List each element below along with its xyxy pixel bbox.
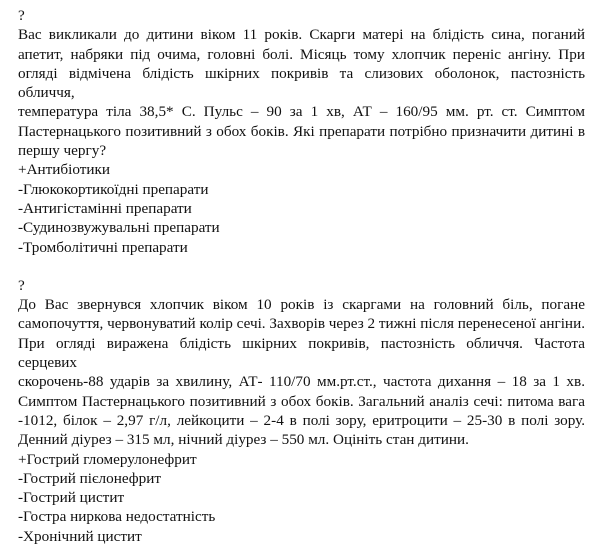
stem-line: До Вас звернувся хлопчик віком 10 років із скаргами на головний біль, погане	[18, 296, 585, 314]
question-marker: ?	[18, 276, 25, 294]
stem-line: Вас викликали до дитини віком 11 років. Скарги матері на блідість сина, поганий	[18, 26, 585, 44]
question-2	[18, 276, 585, 546]
answer-option: -Гострий цистит	[18, 489, 125, 507]
answer-option-correct: +Антибіотики	[18, 161, 111, 179]
stem-line: огляді відмічена блідість шкірних покривів та слизових оболонок, пастозність обличчя,	[18, 64, 585, 102]
stem-line: -1012, білок – 2,97 г/л, лейкоцити – 2-4 в полі зору, еритроцити – 25-30 в полі зору.	[18, 411, 585, 429]
answer-option: -Глюкокортикоїдні препарати	[18, 180, 209, 198]
answer-option-correct: +Гострий гломерулонефрит	[18, 450, 197, 468]
answer-option: -Судинозвужувальні препарати	[18, 219, 220, 237]
stem-line: апетит, набряки під очима, головні болі. Місяць тому хлопчик переніс ангіну. При	[18, 45, 585, 63]
question-marker: ?	[18, 7, 25, 24]
answer-options	[18, 450, 585, 546]
stem-line: самопочуття, червонуватий колір сечі. Захворів через 2 тижні після перенесеної ангіни.	[18, 315, 585, 333]
question-stem	[18, 25, 585, 160]
stem-line: Пастернацького позитивний з обох боків. Які препарати потрібно призначити дитині в	[18, 122, 585, 140]
answer-option: -Антигістамінні препарати	[18, 199, 192, 217]
stem-line: першу чергу?	[18, 142, 107, 160]
question-1	[18, 6, 585, 257]
answer-option: -Хронічний цистит	[18, 527, 142, 545]
answer-option: -Тромболітичні препарати	[18, 238, 188, 256]
stem-line: температура тіла 38,5* С. Пульс – 90 за 1 хв, АТ – 160/95 мм. рт. ст. Симптом	[18, 103, 585, 121]
question-stem	[18, 295, 585, 449]
answer-option: -Гостра ниркова недостатність	[18, 508, 216, 526]
stem-line: Денний діурез – 315 мл, нічний діурез – 550 мл. Оцініть стан дитини.	[18, 431, 469, 449]
stem-line: скорочень-88 ударів за хвилину, АТ- 110/70 мм.рт.ст., частота дихання – 18 за 1 хв.	[18, 373, 585, 391]
stem-line: Симптом Пастернацького позитивний з обох боків. Загальний аналіз сечі: питома вага	[18, 392, 585, 410]
stem-line: При огляді виражена блідість шкірних покривів, пастозність обличчя. Частота серцевих	[18, 334, 585, 372]
answer-options	[18, 160, 585, 256]
answer-option: -Гострий пієлонефрит	[18, 469, 161, 487]
